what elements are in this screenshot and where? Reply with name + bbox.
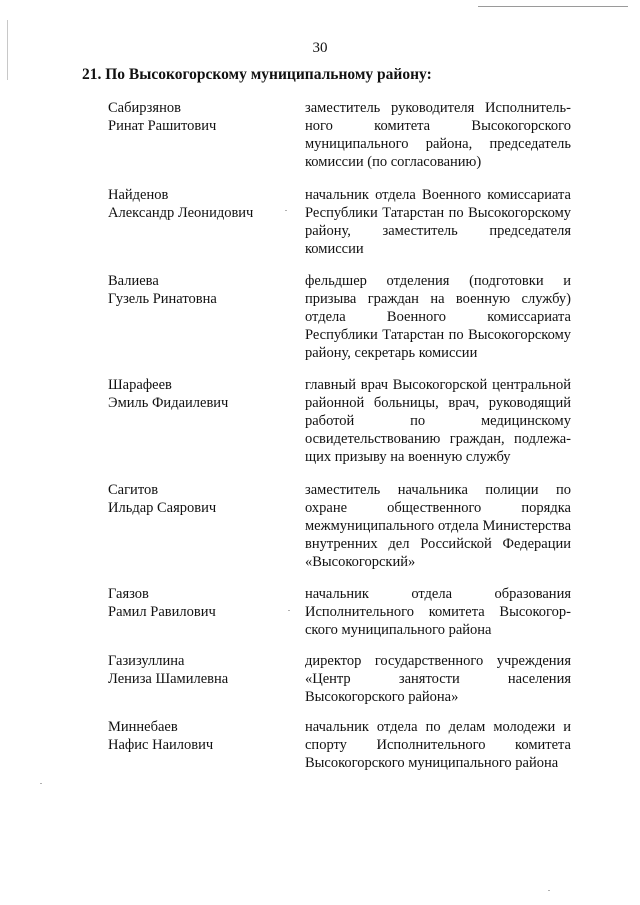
scan-speck bbox=[40, 783, 42, 784]
member-name bbox=[108, 585, 293, 621]
scan-edge-line bbox=[478, 6, 628, 7]
member-role: заместитель начальника полиции по охране общественного порядка межмуниципального отдела Министерства внутренних дел Российской Федерации «Высокогорский» bbox=[305, 482, 571, 570]
member-given-names: Нафис Наилович bbox=[108, 737, 214, 753]
member-name bbox=[108, 718, 293, 754]
section-heading: 21. По Высокогорскому муниципальному району: bbox=[82, 66, 432, 83]
member-role: заместитель руководителя Исполнительного комитета Высокогорского муниципального района, председатель комиссии (по согласованию) bbox=[305, 100, 571, 170]
member-role: начальник отдела по делам молодежи и спорту Исполнительного комитета Высокогорского муниципального района bbox=[305, 719, 571, 771]
member-role: начальник отдела Военного комиссариата Республики Татарстан по Высокогорскому району, заместитель председателя комиссии bbox=[305, 187, 571, 257]
member-given-names: Эмиль Фидаилевич bbox=[108, 395, 229, 411]
member-given-names: Ильдар Саярович bbox=[108, 500, 217, 516]
member-name bbox=[108, 99, 293, 135]
member-surname: Шарафеев bbox=[108, 377, 172, 393]
member-surname: Валиева bbox=[108, 273, 159, 289]
member-role: главный врач Высокогорской центральной районной больницы, врач, руководящий работой по медицинскому освидетельствованию граждан, подлежащих призыву на военную службу bbox=[305, 377, 571, 465]
member-name bbox=[108, 376, 293, 412]
scan-speck bbox=[548, 890, 550, 891]
member-name bbox=[108, 186, 293, 222]
member-given-names: Александр Леонидович bbox=[108, 205, 254, 221]
member-surname: Миннебаев bbox=[108, 719, 178, 735]
page-number: 30 bbox=[312, 40, 328, 56]
member-surname: Сабирзянов bbox=[108, 100, 181, 116]
member-name bbox=[108, 272, 293, 308]
member-role: начальник отдела образования Исполнительного комитета Высокогорского муниципального района bbox=[305, 586, 571, 638]
member-role: директор государственного учреждения «Центр занятости населения Высокогорского района» bbox=[305, 653, 571, 705]
scan-speck bbox=[288, 610, 290, 611]
member-surname: Гаязов bbox=[108, 586, 149, 602]
member-role: фельдшер отделения (подготовки и призыва граждан на военную службу) отдела Военного комиссариата Республики Татарстан по Высокогорскому району, секретарь комиссии bbox=[305, 273, 571, 361]
member-surname: Сагитов bbox=[108, 482, 159, 498]
scan-speck bbox=[285, 210, 287, 211]
member-name bbox=[108, 652, 293, 688]
member-surname: Газизуллина bbox=[108, 653, 185, 669]
member-given-names: Гузель Ринатовна bbox=[108, 291, 217, 307]
member-name bbox=[108, 481, 293, 517]
member-given-names: Рамил Равилович bbox=[108, 604, 216, 620]
member-given-names: Ринат Рашитович bbox=[108, 118, 217, 134]
member-given-names: Лениза Шамилевна bbox=[108, 671, 229, 687]
member-surname: Найденов bbox=[108, 187, 169, 203]
